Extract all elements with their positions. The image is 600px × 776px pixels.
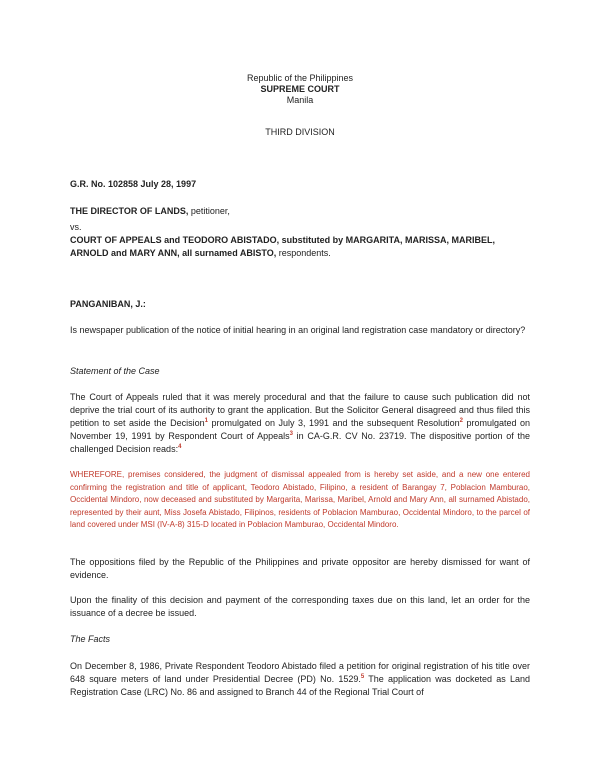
footnote-3-link[interactable]: 3: [289, 431, 293, 437]
ponente: PANGANIBAN, J.:: [70, 299, 146, 309]
republic-line: Republic of the Philippines: [246, 73, 354, 83]
quoted-dispositive-portion: WHEREFORE, premises considered, the judgment of dismissal appealed from is hereby set aside, and a new one entered confirming the registration and title of applicant, Teodoro Abistado, Filipino, a resident of Barangay 7, Poblacion Mamburao, Occidental Mindoro, now deceased and substituted by Margarita, Marissa, Maribel, Arnold and Mary Ann, all surnamed Abistado, represented by their aunt, Miss Josefa Abistado, Filipinos, residents of Poblacion Mamburao, Occidental Mindoro, to the parcel of land covered under MSI (IV-A-8) 315-D located in Poblacion Mamburao, Occidental Mindoro.: [70, 470, 530, 530]
section-heading-facts: The Facts: [70, 634, 111, 644]
para1-text-d: in CA-G.R. CV No. 23719. The dispositive portion of the challenged Decision reads:: [70, 431, 530, 454]
section-heading-statement: Statement of the Case: [70, 366, 160, 376]
division-line: THIRD DIVISION: [265, 127, 335, 137]
parties-block: [70, 205, 530, 260]
petitioner-line: [70, 205, 530, 218]
question-paragraph: Is newspaper publication of the notice of initial hearing in an original land registration case mandatory or directory?: [70, 325, 526, 335]
case-number: G.R. No. 102858 July 28, 1997: [70, 179, 197, 189]
paragraph-oppositions: The oppositions filed by the Republic of the Philippines and private oppositor are hereby dismissed for want of evidence.: [70, 557, 530, 580]
para1-text-a: The Court of Appeals ruled that it was merely procedural and that the failure to cause such publication did not deprive the trial court of its authority to grant the application. But the Solicitor General disagreed and thus filed this petition to set aside the Decision: [70, 392, 530, 428]
para1-text-b: promulgated on July 3, 1991 and the subsequent Resolution: [207, 418, 460, 428]
paragraph-court-of-appeals: [70, 391, 530, 456]
respondent-role: respondents.: [276, 248, 331, 258]
footnote-5-link[interactable]: 5: [360, 674, 365, 680]
respondent-line: [70, 234, 530, 260]
para1-text-c: promulgated on November 19, 1991 by Respondent Court of Appeals: [70, 418, 531, 441]
petitioner-role: petitioner,: [188, 206, 230, 216]
court-name: SUPREME COURT: [260, 84, 340, 94]
footnote-4-link[interactable]: 4: [178, 444, 182, 450]
respondent-name: COURT OF APPEALS and TEODORO ABISTADO, substituted by MARGARITA, MARISSA, MARIBEL, ARNOLD and MARY ANN, all surnamed ABISTO,: [70, 235, 495, 258]
versus-line: vs.: [70, 222, 82, 232]
para4-text-b: The application was docketed as Land Registration Case (LRC) No. 86 and assigned to Branch 44 of the Regional Trial Court of: [70, 674, 530, 697]
paragraph-finality: Upon the finality of this decision and payment of the corresponding taxes due on this land, let an order for the issuance of a decree be issued.: [70, 595, 530, 618]
court-header: [0, 73, 600, 106]
footnote-2-link[interactable]: 2: [459, 418, 463, 424]
para4-text-a: On December 8, 1986, Private Respondent Teodoro Abistado filed a petition for original registration of his title over 648 square meters of land under Presidential Decree (PD) No. 1529.: [70, 661, 530, 684]
city-line: Manila: [286, 95, 314, 105]
paragraph-facts: [70, 660, 530, 699]
footnote-1-link[interactable]: 1: [204, 418, 208, 424]
petitioner-name: THE DIRECTOR OF LANDS,: [70, 206, 189, 216]
